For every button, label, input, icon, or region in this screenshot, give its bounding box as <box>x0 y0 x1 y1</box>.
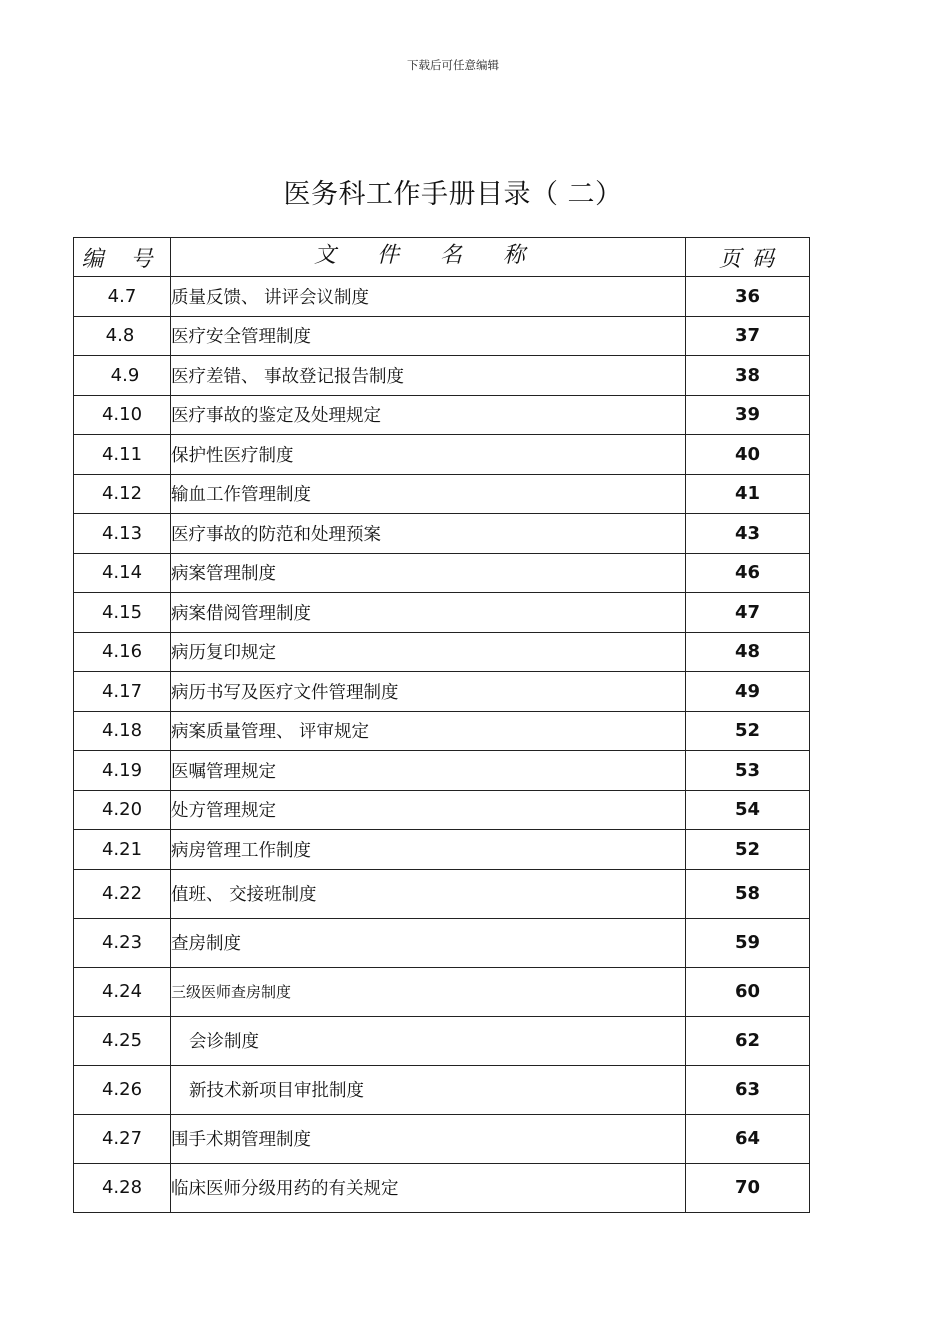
row-page: 52 <box>686 711 810 751</box>
row-page: 70 <box>686 1163 810 1212</box>
row-number: 4.16 <box>74 632 171 672</box>
row-name: 医嘱管理规定 <box>171 751 686 791</box>
row-number: 4.21 <box>74 830 171 870</box>
table-row <box>74 632 810 672</box>
row-number: 4.27 <box>74 1114 171 1163</box>
row-number: 4.20 <box>74 790 171 830</box>
row-page: 53 <box>686 751 810 791</box>
header-page: 页 码 <box>686 238 810 277</box>
row-number: 4.22 <box>74 869 171 918</box>
row-name: 围手术期管理制度 <box>171 1114 686 1163</box>
table-row <box>74 553 810 593</box>
row-name: 三级医师查房制度 <box>171 967 686 1016</box>
row-page: 37 <box>686 316 810 356</box>
row-page: 64 <box>686 1114 810 1163</box>
row-page: 41 <box>686 474 810 514</box>
row-name: 临床医师分级用药的有关规定 <box>171 1163 686 1212</box>
row-name: 查房制度 <box>171 918 686 967</box>
row-page: 59 <box>686 918 810 967</box>
row-page: 36 <box>686 277 810 317</box>
row-number: 4.14 <box>74 553 171 593</box>
row-name: 质量反馈、 讲评会议制度 <box>171 277 686 317</box>
toc-table <box>73 237 810 1213</box>
table-row <box>74 435 810 475</box>
table-row <box>74 672 810 712</box>
row-page: 60 <box>686 967 810 1016</box>
row-name: 输血工作管理制度 <box>171 474 686 514</box>
row-page: 63 <box>686 1065 810 1114</box>
row-number: 4.13 <box>74 514 171 554</box>
row-name: 病案借阅管理制度 <box>171 593 686 633</box>
row-name: 保护性医疗制度 <box>171 435 686 475</box>
row-number: 4.10 <box>74 395 171 435</box>
row-number: 4.26 <box>74 1065 171 1114</box>
table-row <box>74 395 810 435</box>
row-number <box>74 356 171 396</box>
header-note: 下载后可任意编辑 <box>407 58 499 72</box>
row-number: 4.12 <box>74 474 171 514</box>
table-row <box>74 830 810 870</box>
table-row <box>74 277 810 317</box>
row-number: 4.11 <box>74 435 171 475</box>
row-number-text: 4.9 <box>110 364 140 386</box>
table-row <box>74 593 810 633</box>
table-row <box>74 918 810 967</box>
row-name: 医疗差错、 事故登记报告制度 <box>171 356 686 396</box>
row-page: 39 <box>686 395 810 435</box>
row-page: 43 <box>686 514 810 554</box>
row-name: 处方管理规定 <box>171 790 686 830</box>
row-number: 4.17 <box>74 672 171 712</box>
row-number: 4.19 <box>74 751 171 791</box>
row-name: 值班、 交接班制度 <box>171 869 686 918</box>
row-name: 医疗安全管理制度 <box>171 316 686 356</box>
row-number: 4.24 <box>74 967 171 1016</box>
table-row <box>74 474 810 514</box>
table-row <box>74 1016 810 1065</box>
row-name: 病案质量管理、 评审规定 <box>171 711 686 751</box>
row-name: 病历复印规定 <box>171 632 686 672</box>
row-name: 医疗事故的防范和处理预案 <box>171 514 686 554</box>
row-number: 4.15 <box>74 593 171 633</box>
row-page: 47 <box>686 593 810 633</box>
row-number: 4.7 <box>74 277 171 317</box>
table-row <box>74 514 810 554</box>
row-name: 新技术新项目审批制度 <box>171 1065 686 1114</box>
row-page: 58 <box>686 869 810 918</box>
row-number: 4.18 <box>74 711 171 751</box>
table-row <box>74 1114 810 1163</box>
row-name: 病历书写及医疗文件管理制度 <box>171 672 686 712</box>
row-number: 4.23 <box>74 918 171 967</box>
header-number: 编 号 <box>74 238 171 277</box>
table-row <box>74 316 810 356</box>
row-name: 会诊制度 <box>171 1016 686 1065</box>
table-row <box>74 751 810 791</box>
table-row <box>74 790 810 830</box>
row-page: 48 <box>686 632 810 672</box>
table-row <box>74 711 810 751</box>
row-page: 49 <box>686 672 810 712</box>
page-title: 医务科工作手册目录（ 二） <box>283 179 623 210</box>
table-row <box>74 967 810 1016</box>
table-row <box>74 1163 810 1212</box>
row-number <box>74 316 171 356</box>
header-name: 文 件 名 称 <box>171 238 686 277</box>
row-number-text: 4.8 <box>105 325 135 347</box>
row-number: 4.28 <box>74 1163 171 1212</box>
row-page: 54 <box>686 790 810 830</box>
table-row <box>74 1065 810 1114</box>
row-page: 40 <box>686 435 810 475</box>
row-number: 4.25 <box>74 1016 171 1065</box>
row-name: 病房管理工作制度 <box>171 830 686 870</box>
row-page: 62 <box>686 1016 810 1065</box>
table-row <box>74 869 810 918</box>
row-name: 病案管理制度 <box>171 553 686 593</box>
table-row <box>74 356 810 396</box>
row-page: 46 <box>686 553 810 593</box>
row-page: 38 <box>686 356 810 396</box>
row-name: 医疗事故的鉴定及处理规定 <box>171 395 686 435</box>
row-page: 52 <box>686 830 810 870</box>
